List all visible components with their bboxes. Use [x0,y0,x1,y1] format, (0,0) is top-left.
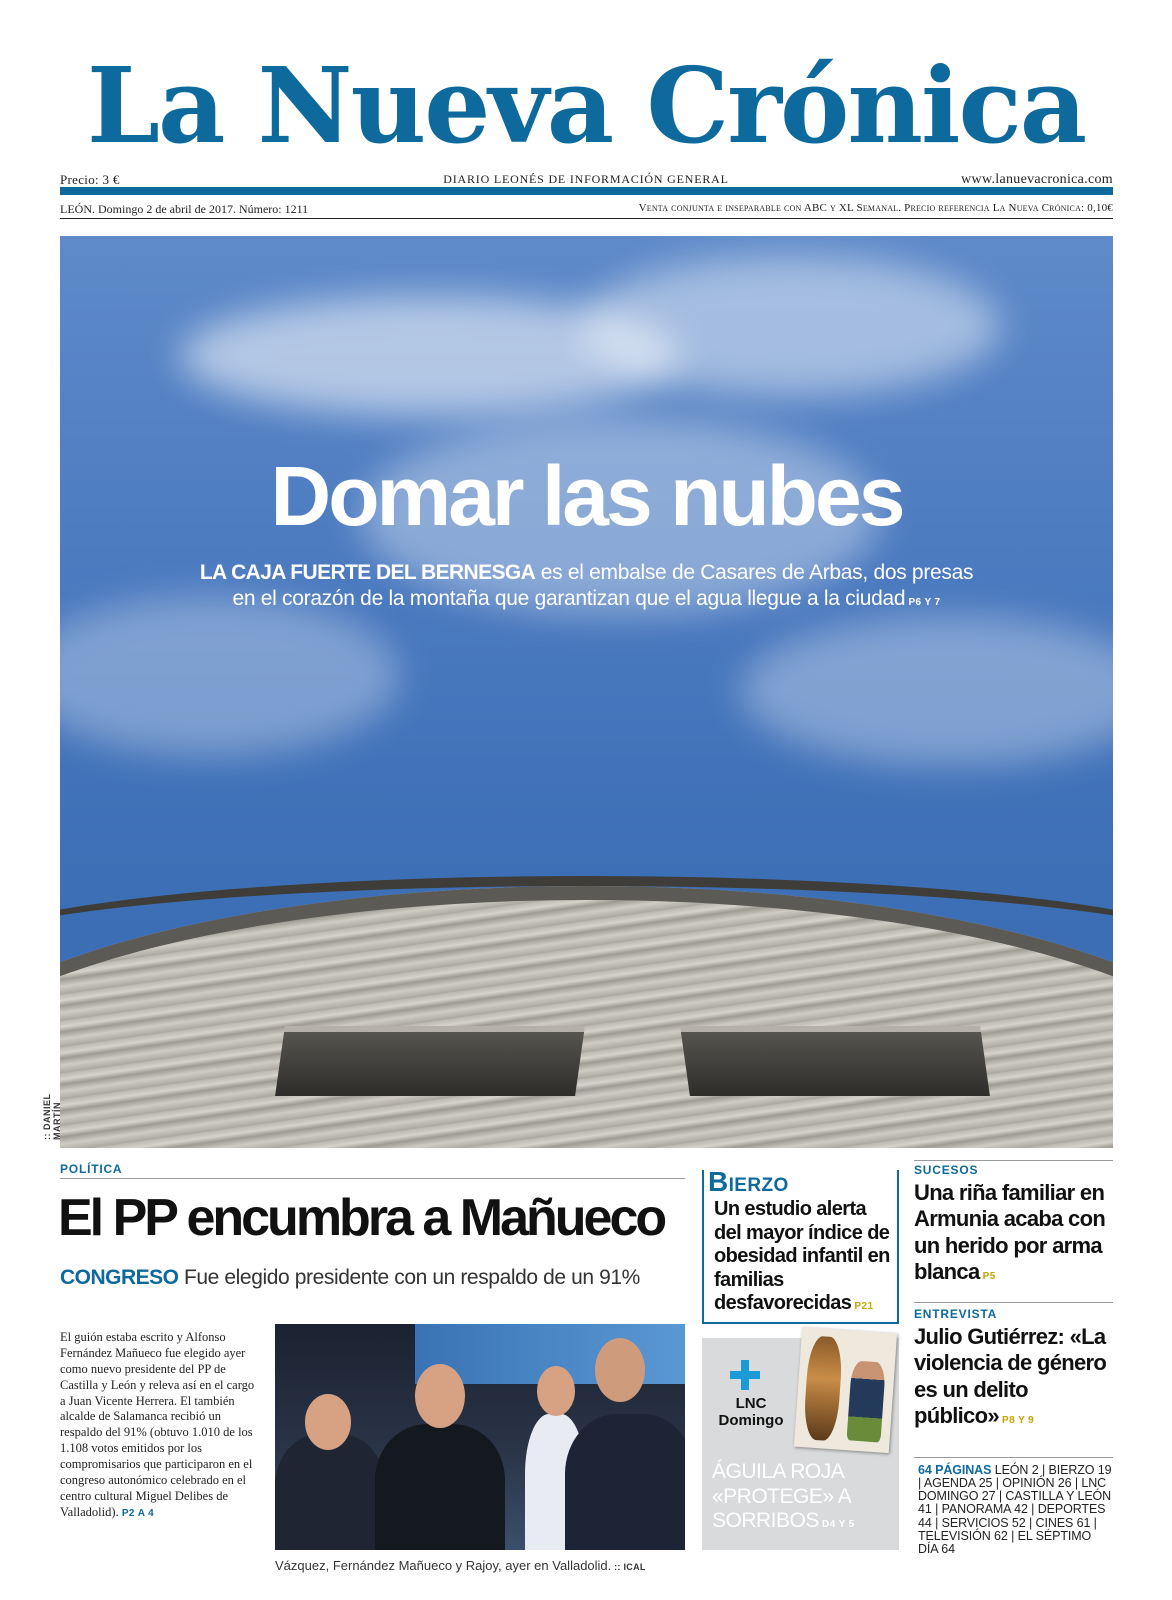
entrevista-headline[interactable] [914,1324,1114,1430]
dam-tower-right [680,1026,990,1096]
photo-caption-credit: :: ICAL [611,1562,646,1572]
page-index [918,1464,1114,1556]
section-rule [914,1457,1113,1458]
main-deck-text: Fue elegido presidente con un respaldo de un 91% [178,1266,640,1289]
promo-tag [706,1396,796,1429]
dam-tower-left [275,1026,585,1096]
promo-headline[interactable] [712,1460,896,1534]
person-head [595,1338,645,1402]
person-head [305,1394,351,1450]
main-body-text [60,1330,256,1521]
cloud-shape [60,596,400,756]
person-head [415,1364,465,1428]
masthead-subtitle: DIARIO LEONÉS DE INFORMACIÓN GENERAL [443,172,729,186]
price: Precio: 3 € [60,172,120,187]
photo-caption-text: Vázquez, Fernández Mañueco y Rajoy, ayer en Valladolid. [275,1558,612,1573]
bierzo-headline-text: Un estudio alerta del mayor índice de obesidad infantil en familias desfavorecidas [714,1198,890,1315]
bierzo-label-rest: IERZO [728,1175,789,1196]
page-index-lead: 64 PÁGINAS [918,1463,992,1477]
section-label-entrevista: ENTREVISTA [914,1307,998,1321]
cloud-shape [740,616,1113,766]
sale-note: Venta conjunta e inseparable con ABC y XL Semanal. Precio referencia La Nueva Crónica: 0,10€ [638,202,1113,214]
entrevista-headline-text: Julio Gutiérrez: «La violencia de género es un delito público» [914,1324,1107,1429]
hero-deck-text-1: es el embalse de Casares de Arbas, dos presas [535,561,974,584]
photo-caption [275,1558,685,1573]
man-figure [847,1360,886,1442]
person-head [537,1366,575,1416]
main-body-copy: El guión estaba escrito y Alfonso Fernández Mañueco fue elegido ayer como nuevo presidente del PP de Castilla y León y releva así en el cargo a Juan Vicente Herrera. El también alcalde de Salamanca recibió un respaldo del 91% (obtuvo 1.010 de los 1.108 votos emitidos por los compromisarios que participaron en el congreso autonómico celebrado en el centro cultural Miguel Delibes de Valladolid). [60,1330,255,1519]
masthead-bar [60,187,1113,195]
page-index-text: LEÓN 2 | BIERZO 19 | AGENDA 25 | OPINIÓN 26 | LNC DOMINGO 27 | CASTILLA Y LEÓN 41 | PANORAMA 42 | DEPORTES 44 | SERVICIOS 52 | CINES 61 | TELEVISIÓN 62 | EL SÉPTIMO DÍA 64 [918,1463,1112,1556]
section-rule [914,1160,1113,1161]
bierzo-page-ref: P21 [851,1301,874,1313]
newspaper-title: La Nueva Crónica [86,44,1086,167]
promo-page-ref: D4 Y 5 [818,1519,855,1531]
person-shape [375,1424,505,1550]
issue-info: LEÓN. Domingo 2 de abril de 2017. Número: 1211 [60,202,309,216]
cloud-shape [580,256,1000,396]
hero-deck-text-2: en el corazón de la montaña que garantizan que el agua llegue a la ciudad [232,586,906,610]
section-rule [914,1302,1113,1303]
mask-figure [802,1335,843,1441]
section-label-sucesos: SUCESOS [914,1163,979,1177]
dam-wall [60,886,1113,1148]
sucesos-headline[interactable] [914,1180,1114,1286]
person-shape [565,1414,685,1550]
hero-photo[interactable] [60,236,1113,1148]
main-headline[interactable]: El PP encumbra a Mañueco [58,1189,665,1247]
promo-image [794,1327,897,1453]
website-link[interactable]: www.lanuevacronica.com [961,172,1113,187]
congress-photo[interactable] [275,1324,685,1550]
hero-deck-lead: LA CAJA FUERTE DEL BERNESGA [199,561,536,584]
promo-tag-line2: Domingo [718,1411,784,1429]
bierzo-label-initial: B [708,1166,729,1197]
entrevista-page-ref: P8 Y 9 [998,1415,1035,1427]
photo-credit: :: DANIEL MARTÍN [42,1093,62,1140]
sucesos-page-ref: P5 [979,1271,996,1283]
hero-headline[interactable]: Domar las nubes [270,449,903,543]
main-deck [60,1266,680,1290]
person-shape [275,1434,385,1550]
hero-page-ref: P6 Y 7 [905,596,941,608]
sucesos-headline-text: Una riña familiar en Armunia acaba con un herido por arma blanca [914,1180,1106,1285]
hero-deck [140,560,1033,611]
section-label-politica: POLÍTICA [60,1162,123,1176]
main-body-ref: P2 A 4 [118,1507,155,1519]
main-deck-lead: CONGRESO [60,1266,179,1289]
plus-icon [730,1360,760,1390]
section-rule [60,1178,685,1179]
masthead-divider [60,218,1113,219]
bierzo-label [708,1166,789,1198]
promo-headline-text: ÁGUILA ROJA «PROTEGE» A SORRIBOS [712,1460,851,1533]
bierzo-headline[interactable] [714,1198,898,1316]
promo-tag-line1: LNC [735,1395,767,1412]
